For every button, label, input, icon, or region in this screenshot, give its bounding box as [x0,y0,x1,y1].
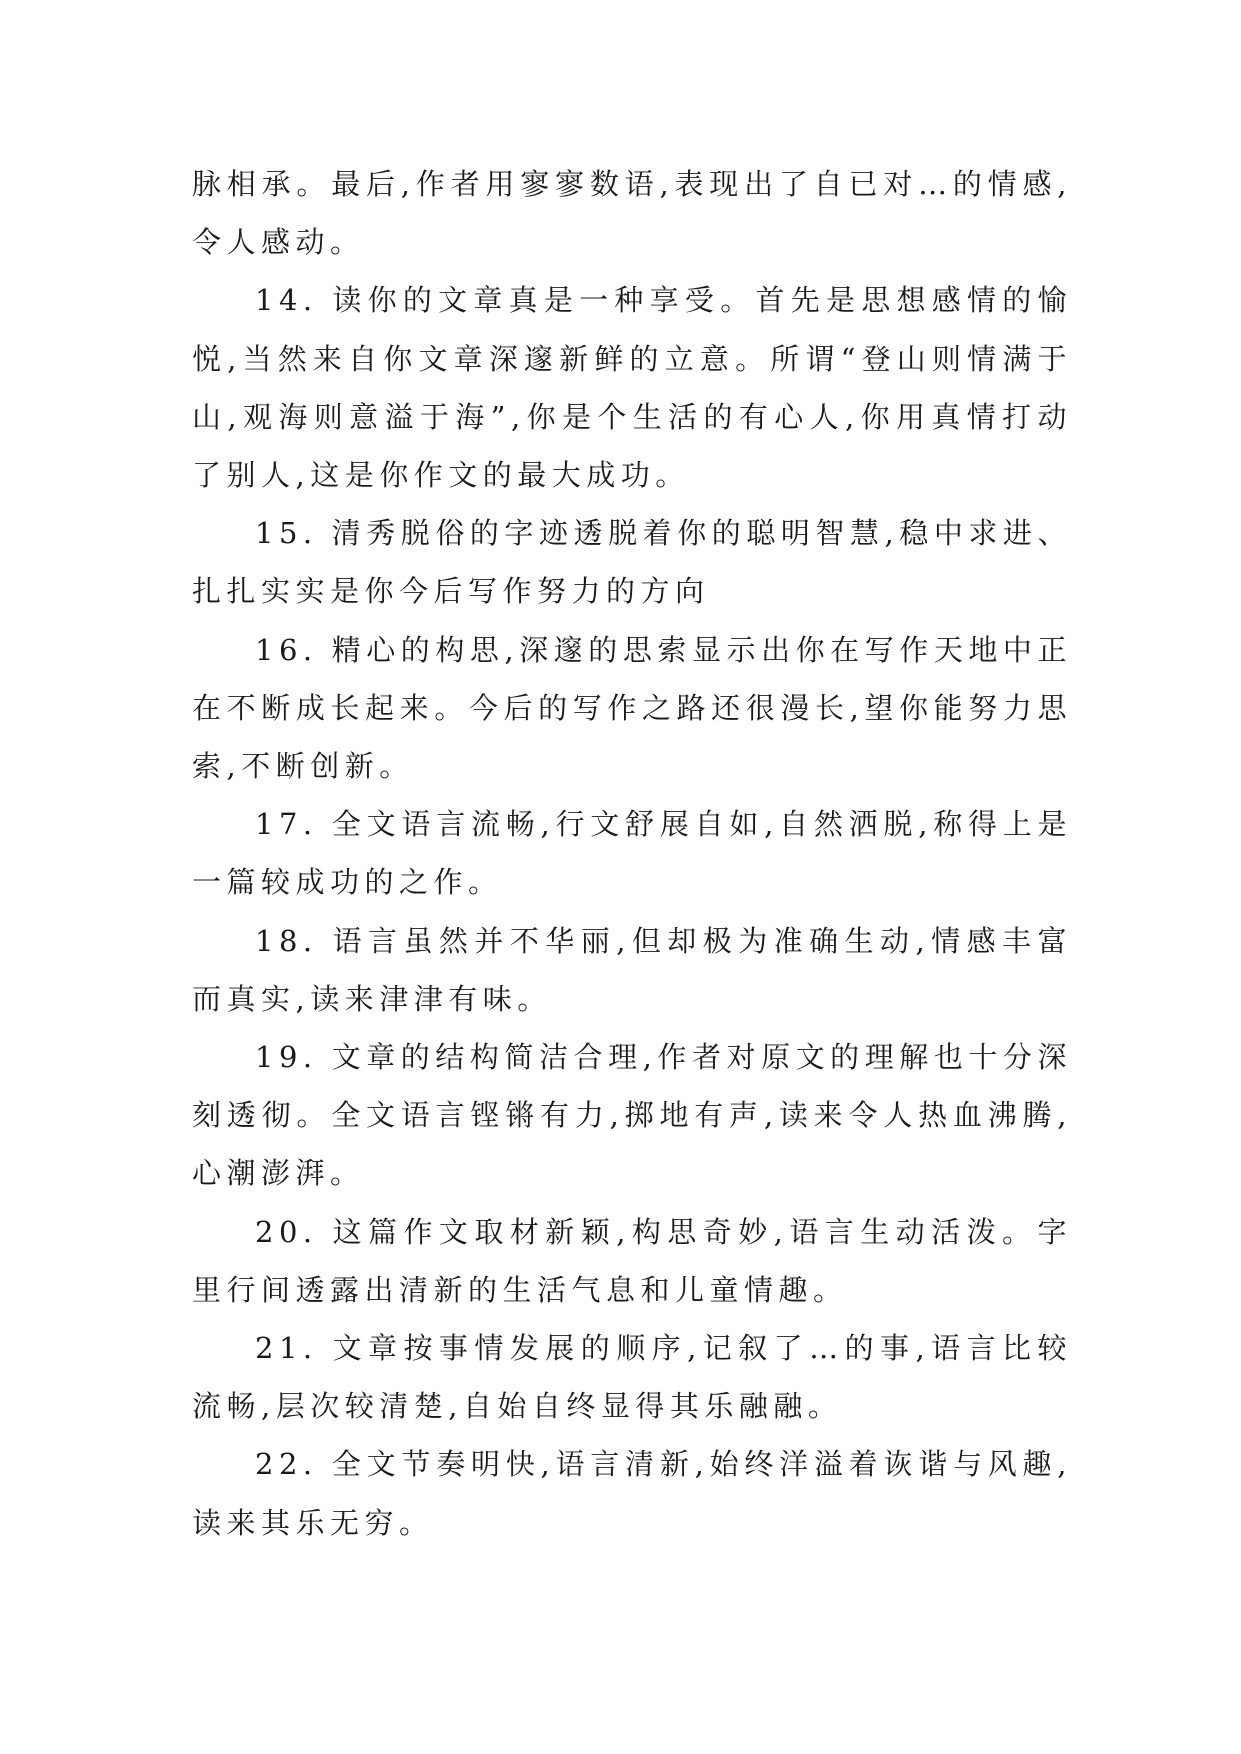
paragraph-text: 全文语言流畅,行文舒展自如,自然洒脱,称得上是一篇较成功的之作。 [192,807,1072,900]
paragraph-number: 16. [255,632,318,667]
paragraph-22 [192,1435,1072,1551]
paragraph-16 [192,621,1072,796]
paragraph-number: 17. [255,807,318,842]
paragraph-text: 文章按事情发展的顺序,记叙了…的事,语言比较流畅,层次较清楚,自始自终显得其乐融融。 [192,1331,1072,1424]
paragraph-text: 这篇作文取材新颖,构思奇妙,语言生动活泼。字里行间透露出清新的生活气息和儿童情趣。 [192,1214,1072,1307]
paragraph-number: 22. [255,1447,318,1482]
paragraph-14 [192,271,1072,504]
paragraph-number: 21. [255,1331,318,1366]
paragraph-text: 文章的结构简洁合理,作者对原文的理解也十分深刻透彻。全文语言铿锵有力,掷地有声,读来令人热血沸腾,心潮澎湃。 [192,1040,1072,1191]
document-page [192,155,1072,1552]
paragraph-18 [192,912,1072,1028]
paragraph-20 [192,1203,1072,1319]
paragraph-17 [192,795,1072,911]
paragraph-text: 语言虽然并不华丽,但却极为准确生动,情感丰富而真实,读来津津有味。 [192,923,1072,1016]
paragraph-19 [192,1028,1072,1203]
paragraph-text: 脉相承。最后,作者用寥寥数语,表现出了自已对…的情感,令人感动。 [192,167,1072,260]
paragraph-13-continued [192,155,1072,271]
paragraph-number: 19. [255,1040,318,1075]
paragraph-text: 精心的构思,深邃的思索显示出你在写作天地中正在不断成长起来。今后的写作之路还很漫长,望你能努力思索,不断创新。 [192,632,1072,784]
paragraph-number: 14. [255,283,318,318]
paragraph-15 [192,504,1072,620]
paragraph-number: 20. [255,1214,318,1249]
paragraph-number: 15. [255,516,318,551]
paragraph-text: 清秀脱俗的字迹透脱着你的聪明智慧,稳中求进、扎扎实实是你今后写作努力的方向 [192,516,1072,609]
paragraph-21 [192,1319,1072,1435]
paragraph-text: 全文节奏明快,语言清新,始终洋溢着诙谐与风趣,读来其乐无穷。 [192,1447,1072,1540]
paragraph-text: 读你的文章真是一种享受。首先是思想感情的愉悦,当然来自你文章深邃新鲜的立意。所谓“登山则情满于山,观海则意溢于海”,你是个生活的有心人,你用真情打动了别人,这是你作文的最大成功。 [192,283,1072,493]
paragraph-number: 18. [255,923,318,958]
